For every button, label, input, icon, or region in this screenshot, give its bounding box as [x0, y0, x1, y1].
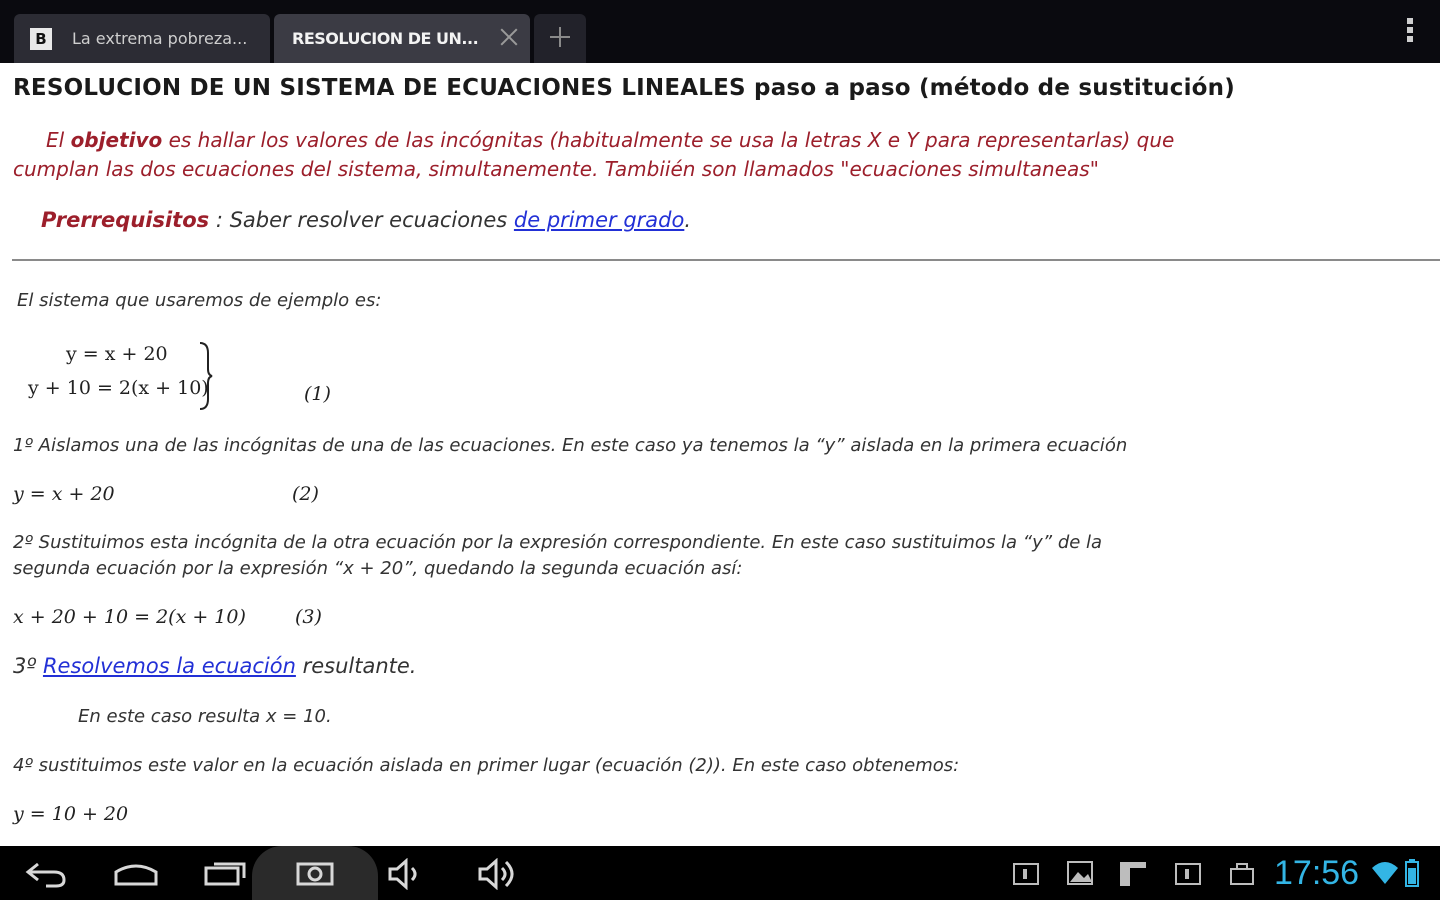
- equation-3-ref: (3): [295, 606, 322, 628]
- new-tab-button[interactable]: [534, 14, 586, 63]
- equation-system: [28, 341, 228, 413]
- equation-3: x + 20 + 10 = 2(x + 10): [13, 606, 246, 628]
- prereq-end: .: [684, 208, 692, 232]
- link-resolvemos-la-ecuacion[interactable]: Resolvemos la ecuación: [42, 654, 296, 678]
- system-eq1: y = x + 20: [66, 343, 168, 365]
- gallery-notification-icon[interactable]: [1066, 860, 1094, 886]
- bag-notification-icon[interactable]: [1228, 860, 1256, 886]
- site-favicon-icon: B: [30, 28, 52, 50]
- notification-window-icon-2[interactable]: [1174, 862, 1202, 886]
- system-navigation-bar: [0, 846, 1440, 900]
- step-3-result: En este caso resulta x = 10.: [78, 706, 332, 727]
- notification-window-icon[interactable]: [1012, 862, 1040, 886]
- intro-bold-objetivo: objetivo: [70, 128, 163, 152]
- title-rest-part: paso a paso (método de sustitución): [754, 75, 1235, 101]
- overflow-menu-icon[interactable]: [1406, 18, 1414, 48]
- step-1: 1º Aislamos una de las incógnitas de una de las ecuaciones. En este caso ya tenemos la “y” aislada en la primera ecuación: [13, 435, 1128, 456]
- divider: [12, 259, 1440, 261]
- intro-pre: El: [46, 128, 71, 152]
- step-4: 4º sustituimos este valor en la ecuación aislada en primer lugar (ecuación (2)). En este caso obtenemos:: [13, 755, 960, 776]
- equation-2: y = x + 20: [13, 483, 115, 505]
- volume-up-icon[interactable]: [476, 858, 520, 890]
- prereq-label: Prerrequisitos: [41, 208, 210, 232]
- brace-icon: [196, 341, 214, 411]
- step-3: [13, 654, 416, 678]
- screenshot-icon[interactable]: [296, 858, 336, 888]
- prerequisites: [41, 208, 691, 232]
- recent-apps-icon[interactable]: [204, 858, 250, 888]
- equation-2-ref: (2): [292, 483, 319, 505]
- step-3-post: resultante.: [295, 654, 417, 678]
- tab-la-extrema-pobreza[interactable]: [14, 14, 270, 63]
- equation-4: y = 10 + 20: [13, 803, 129, 825]
- back-icon[interactable]: [24, 858, 68, 888]
- browser-tab-bar: [0, 0, 1440, 63]
- system-eq2: y + 10 = 2(x + 10): [28, 377, 209, 399]
- tab-title: La extrema pobreza...: [72, 29, 248, 48]
- step-2-line-2: segunda ecuación por la expresión “x + 20”, quedando la segunda ecuación así:: [13, 558, 743, 579]
- intro-line-2: cumplan las dos ecuaciones del sistema, simultanemente. Tambiién son llamados "ecuaciones simultaneas": [13, 157, 1099, 181]
- home-icon[interactable]: [112, 858, 160, 888]
- app-notification-icon[interactable]: [1118, 860, 1148, 888]
- intro-rest: es hallar los valores de las incógnitas (habitualmente se usa la letras X e Y para representarlas) que: [162, 128, 1175, 152]
- step-2-line-1: 2º Sustituimos esta incógnita de la otra ecuación por la expresión correspondiente. En este caso sustituimos la “y” de la: [13, 532, 1103, 553]
- intro-line-1: [46, 128, 1174, 152]
- page-title: [13, 75, 1235, 101]
- link-primer-grado[interactable]: de primer grado: [513, 208, 685, 232]
- prereq-text: : Saber resolver ecuaciones: [209, 208, 514, 232]
- step-3-pre: 3º: [13, 654, 43, 678]
- system-ref: (1): [304, 383, 331, 405]
- web-page-content: [0, 63, 1440, 846]
- battery-icon: [1404, 858, 1420, 888]
- close-tab-icon[interactable]: [498, 26, 520, 48]
- volume-down-icon[interactable]: [386, 858, 426, 890]
- system-intro: El sistema que usaremos de ejemplo es:: [17, 290, 382, 311]
- status-clock: 17:56: [1274, 854, 1360, 892]
- wifi-icon: [1370, 860, 1400, 886]
- plus-icon: [550, 27, 570, 47]
- title-bold-part: RESOLUCION DE UN SISTEMA DE ECUACIONES LINEALES: [13, 75, 746, 101]
- tab-resolucion-active[interactable]: [274, 14, 530, 63]
- tab-title: RESOLUCION DE UN...: [292, 29, 479, 48]
